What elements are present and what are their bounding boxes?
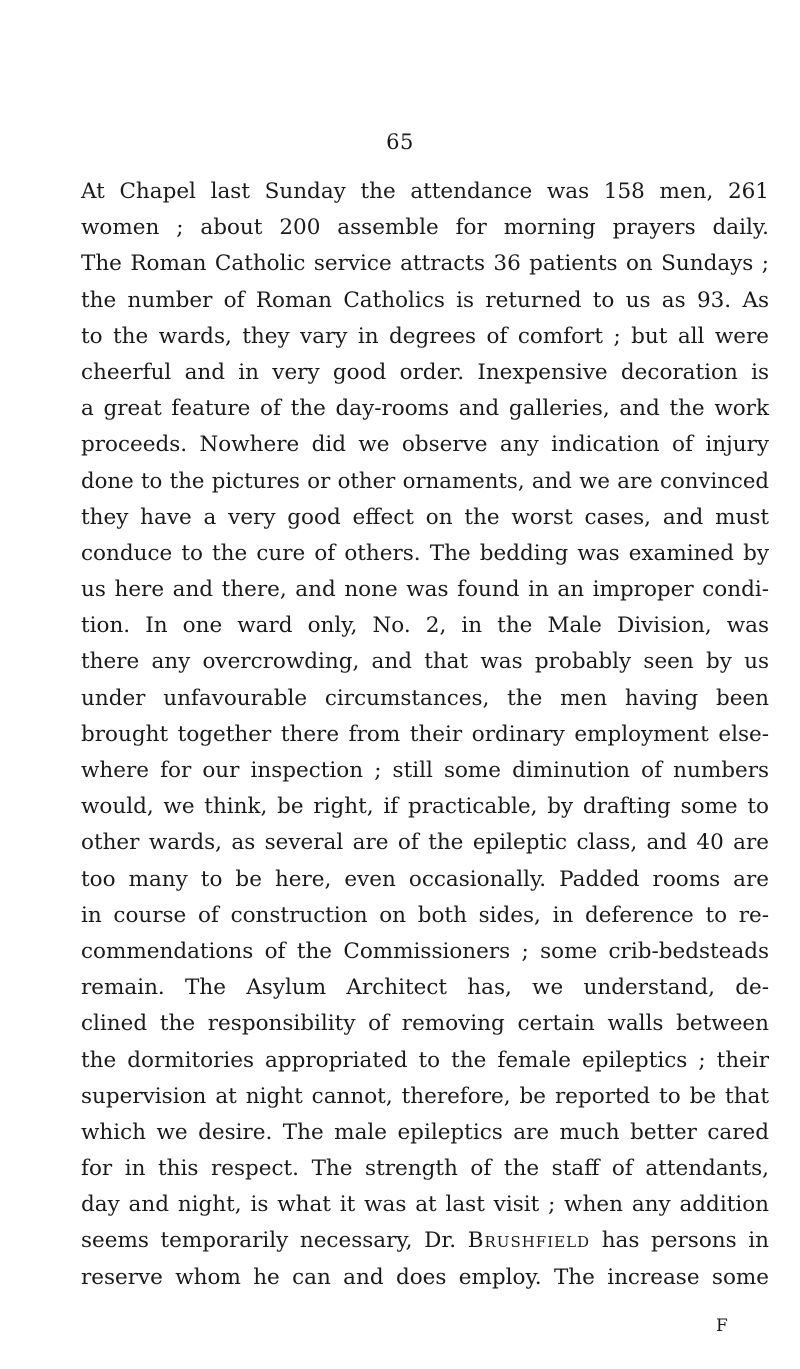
page-number: 65 <box>386 130 414 154</box>
text-line <box>81 608 769 644</box>
text-line-segment: which we desire. The male epileptics are much better cared <box>81 1119 769 1145</box>
text-line <box>81 644 769 680</box>
text-line <box>81 753 769 789</box>
text-line <box>81 1223 769 1259</box>
text-line <box>81 970 769 1006</box>
text-line <box>81 427 769 463</box>
text-line <box>81 862 769 898</box>
text-line <box>81 500 769 536</box>
text-line-segment: tion. In one ward only, No. 2, in the Male Division, was <box>81 613 769 639</box>
text-line-segment: supervision at night cannot, therefore, be reported to be that <box>81 1083 769 1109</box>
text-line-segment: has persons in <box>590 1228 769 1254</box>
text-line <box>81 1151 769 1187</box>
text-line <box>81 319 769 355</box>
text-line-segment: brought together there from their ordinary employment else- <box>81 721 769 747</box>
text-line-segment: in course of construction on both sides, in deference to re- <box>81 902 769 928</box>
text-line <box>81 1006 769 1042</box>
text-line <box>81 283 769 319</box>
text-line <box>81 391 769 427</box>
text-line-segment: clined the responsibility of removing certain walls between <box>81 1011 769 1037</box>
text-line-segment: conduce to the cure of others. The bedding was examined by <box>81 540 769 566</box>
text-line-segment: there any overcrowding, and that was probably seen by us <box>81 649 769 675</box>
text-line <box>81 210 769 246</box>
text-line <box>81 1260 769 1296</box>
text-line <box>81 355 769 391</box>
text-line-segment: The Roman Catholic service attracts 36 patients on Sundays ; <box>81 251 769 277</box>
text-line-segment: too many to be here, even occasionally. Padded rooms are <box>81 866 769 892</box>
text-line-segment: commendations of the Commissioners ; some crib-bedsteads <box>81 938 769 964</box>
text-line <box>81 825 769 861</box>
text-line-segment: they have a very good effect on the worst cases, and must <box>81 504 769 530</box>
text-line-segment: the dormitories appropriated to the female epileptics ; their <box>81 1047 769 1073</box>
text-line-segment: cheerful and in very good order. Inexpensive decoration is <box>81 359 769 385</box>
text-line-segment: reserve whom he can and does employ. The increase some <box>81 1264 769 1290</box>
text-line <box>81 789 769 825</box>
text-line-segment: done to the pictures or other ornaments, and we are convinced <box>81 468 769 494</box>
text-line <box>81 934 769 970</box>
signature-mark: F <box>716 1316 728 1336</box>
text-line-segment: proceeds. Nowhere did we observe any indication of injury <box>81 432 769 458</box>
text-line <box>81 717 769 753</box>
text-line <box>81 681 769 717</box>
text-line-segment: the number of Roman Catholics is returned to us as 93. As <box>81 287 769 313</box>
text-line <box>81 246 769 282</box>
text-line <box>81 464 769 500</box>
text-line-segment: day and night, is what it was at last visit ; when any addition <box>81 1192 769 1218</box>
text-line-segment: where for our inspection ; still some diminution of numbers <box>81 758 769 783</box>
text-line <box>81 1115 769 1151</box>
text-line-segment: under unfavourable circumstances, the men having been <box>81 685 769 711</box>
text-line-segment: other wards, as several are of the epileptic class, and 40 are <box>81 830 769 856</box>
text-line-segment: At Chapel last Sunday the attendance was 158 men, 261 <box>81 179 769 204</box>
text-line <box>81 1187 769 1223</box>
text-line-segment: for in this respect. The strength of the staff of attendants, <box>81 1156 769 1182</box>
text-line <box>81 1079 769 1115</box>
text-line <box>81 174 769 210</box>
text-line-segment: to the wards, they vary in degrees of comfort ; but all were <box>81 323 769 349</box>
text-line-segment: remain. The Asylum Architect has, we understand, de- <box>81 975 769 1001</box>
text-line-segment: us here and there, and none was found in an improper condi- <box>81 577 769 603</box>
text-line-segment: would, we think, be right, if practicable, by drafting some to <box>81 794 769 820</box>
text-line <box>81 898 769 934</box>
text-line <box>81 536 769 572</box>
text-line <box>81 572 769 608</box>
body-paragraph <box>81 174 769 1296</box>
text-line-segment: seems temporarily necessary, Dr. <box>81 1228 468 1254</box>
text-line-segment: women ; about 200 assemble for morning prayers daily. <box>81 215 769 241</box>
text-line-segment: a great feature of the day-rooms and galleries, and the work <box>81 396 769 422</box>
person-name: Brushfield <box>467 1228 591 1254</box>
text-line <box>81 1043 769 1079</box>
